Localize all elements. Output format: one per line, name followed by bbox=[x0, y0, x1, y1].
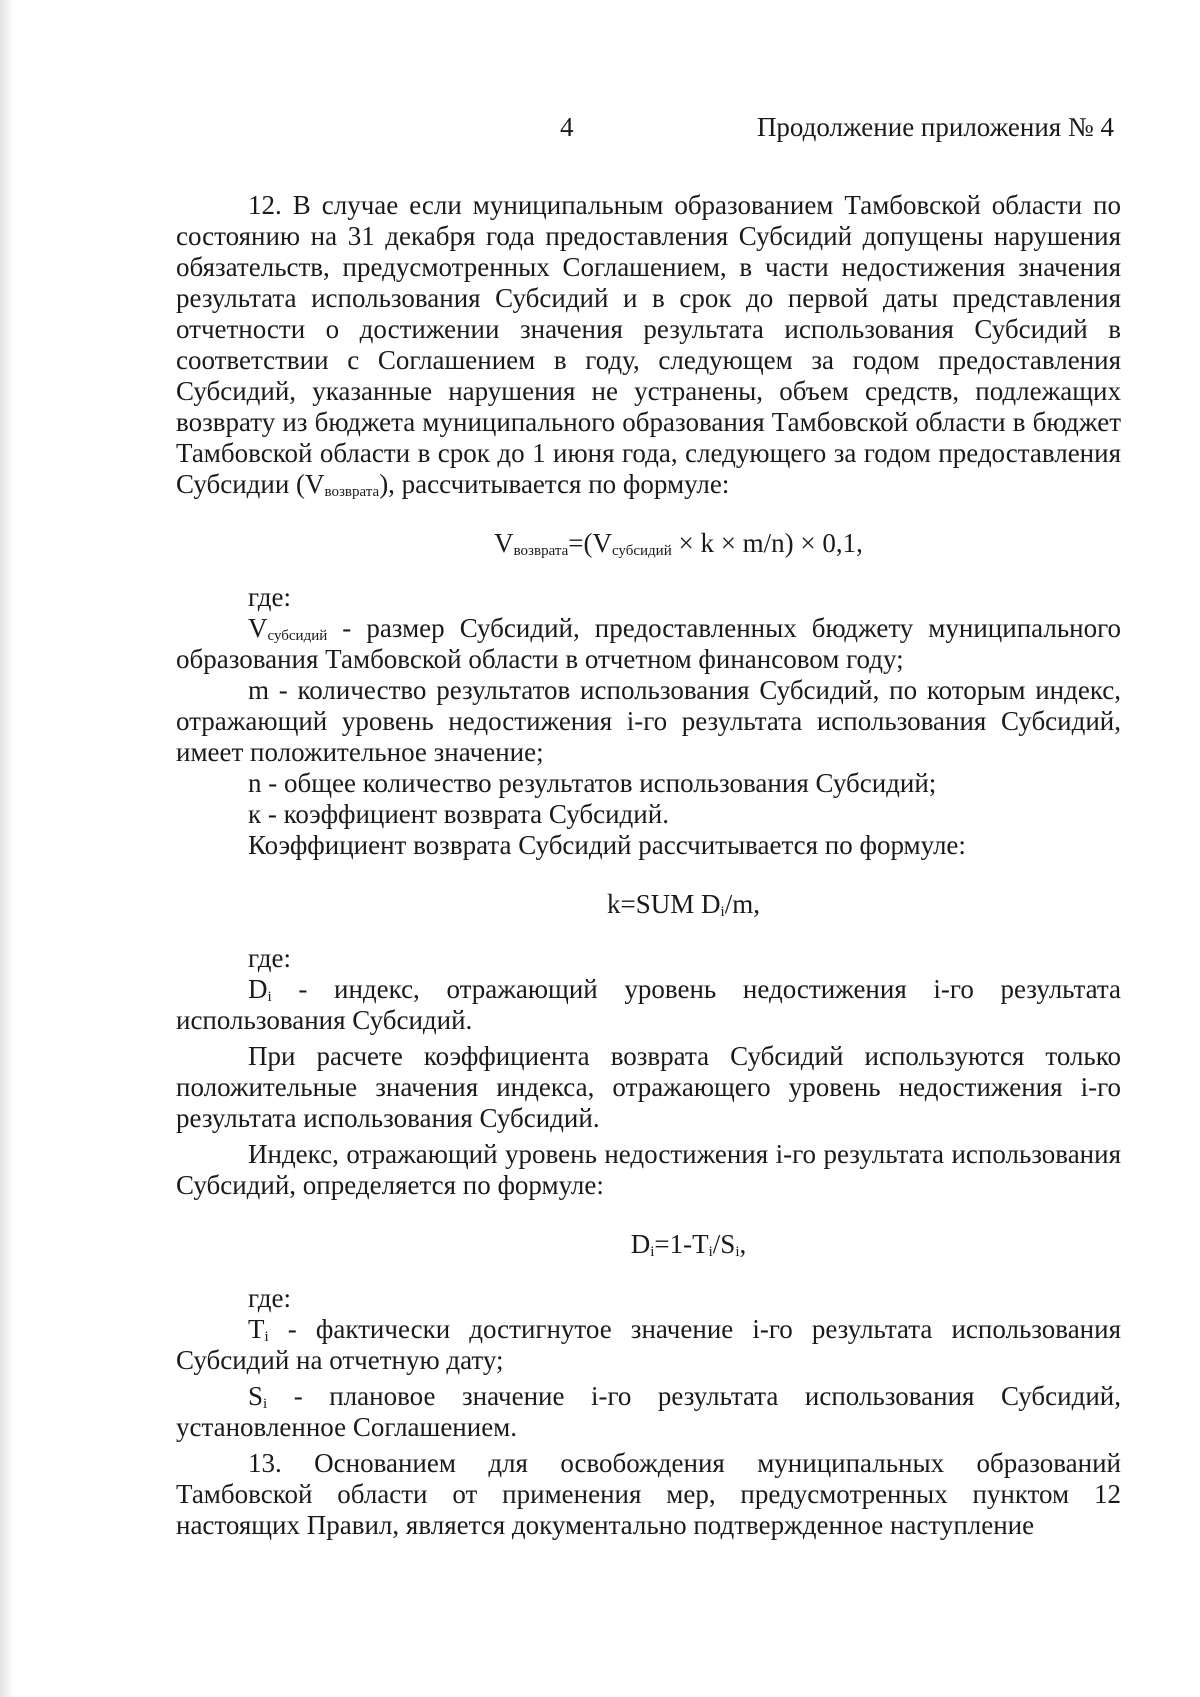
paragraph-12-text: 12. В случае если муниципальным образованием Тамбовской области по состоянию на 31 декабря года предоставления Субсидий допущены нарушения обязательств, предусмотренных Соглашением, в части недостижения значения результата использования Субсидий и в срок до первой даты представления отчетности о достижении значения результата использования Субсидий в соответствии с Соглашением в году, следующем за годом предоставления Субсидий, указанные нарушения не устранены, объем средств, подлежащих возврату из бюджета муниципального образования Тамбовской области в бюджет Тамбовской области в срок до 1 июня года, следующего за годом предоставления Субсидии (V bbox=[176, 190, 1121, 499]
def-d-subscript: i bbox=[267, 989, 272, 1005]
appendix-header: Продолжение приложения № 4 bbox=[756, 112, 1114, 142]
definition-s bbox=[176, 1381, 1121, 1443]
formula-1-rest: × k × m/n) × 0,1, bbox=[671, 528, 863, 558]
paragraph-12-end: ), рассчитывается по формуле: bbox=[379, 469, 730, 499]
formula-2-sub: i bbox=[720, 904, 725, 920]
paragraph-12 bbox=[176, 190, 1121, 500]
paragraph-13: 13. Основанием для освобождения муниципальных образований Тамбовской области от применения мер, предусмотренных пунктом 12 настоящих Правил, является документально подтвержденное наступление bbox=[176, 1448, 1121, 1540]
formula-coefficient bbox=[246, 887, 1121, 921]
formula-3-sub2: i bbox=[708, 1244, 713, 1260]
page-number: 4 bbox=[560, 112, 574, 142]
def-s-text: - плановое значение i-го результата использования Субсидий, установленное Соглашением. bbox=[176, 1381, 1121, 1442]
formula-index bbox=[256, 1227, 1121, 1261]
def-s-symbol: S bbox=[248, 1381, 264, 1411]
definition-k: к - коэффициент возврата Субсидий. bbox=[248, 799, 669, 829]
def-v-symbol: V bbox=[248, 613, 268, 643]
formula-3-a: D bbox=[630, 1229, 651, 1259]
definition-d bbox=[176, 974, 1121, 1036]
formula-3-b: =1-T bbox=[654, 1229, 709, 1259]
formula-1-mid: =(V bbox=[568, 528, 612, 558]
def-t-subscript: i bbox=[264, 1329, 269, 1345]
def-t-text: - фактически достигнутое значение i-го результата использования Субсидий на отчетную дату; bbox=[176, 1314, 1121, 1375]
where-label-3: где: bbox=[248, 1283, 291, 1313]
def-v-text: - размер Субсидий, предоставленных бюджету муниципального образования Тамбовской области в отчетном финансовом году; bbox=[176, 613, 1121, 674]
def-d-text: - индекс, отражающий уровень недостижения i-го результата использования Субсидий. bbox=[176, 974, 1121, 1035]
formula-1-v: V bbox=[494, 528, 514, 558]
document-body bbox=[176, 190, 1121, 1541]
formula-3-d: , bbox=[739, 1229, 747, 1259]
formula-1-sub-subsidy: субсидий bbox=[611, 543, 672, 559]
def-s-subscript: i bbox=[263, 1396, 268, 1412]
definition-m: m - количество результатов использования Субсидий, по которым индекс, отражающий уровень недостижения i-го результата использования Субсидий, имеет положительное значение; bbox=[176, 675, 1121, 767]
def-t-symbol: T bbox=[248, 1314, 265, 1344]
formula-3-sub1: i bbox=[650, 1244, 655, 1260]
def-d-symbol: D bbox=[248, 974, 268, 1004]
formula-3-c: /S bbox=[712, 1229, 736, 1259]
definition-n: n - общее количество результатов использования Субсидий; bbox=[248, 768, 937, 798]
formula-3-sub3: i bbox=[735, 1244, 740, 1260]
scan-edge-shadow bbox=[0, 0, 14, 1697]
paragraph-12-subscript: возврата bbox=[324, 484, 380, 500]
def-v-subscript: субсидий bbox=[267, 628, 328, 644]
definition-v-subsidy bbox=[176, 613, 1121, 675]
formula-return-volume bbox=[236, 526, 1121, 560]
formula-2-a: k=SUM D bbox=[607, 889, 721, 919]
formula-2-b: /m, bbox=[724, 889, 760, 919]
formula-1-sub-return: возврата bbox=[513, 543, 569, 559]
k-formula-intro: Коэффициент возврата Субсидий рассчитывается по формуле: bbox=[248, 830, 966, 860]
where-label-2: где: bbox=[248, 943, 291, 973]
where-label-1: где: bbox=[248, 582, 291, 612]
paragraph-calculation: При расчете коэффициента возврата Субсидий используются только положительные значения индекса, отражающего уровень недостижения i-го результата использования Субсидий. bbox=[176, 1041, 1121, 1133]
definition-t bbox=[176, 1314, 1121, 1376]
paragraph-index: Индекс, отражающий уровень недостижения i-го результата использования Субсидий, определяется по формуле: bbox=[176, 1139, 1121, 1200]
